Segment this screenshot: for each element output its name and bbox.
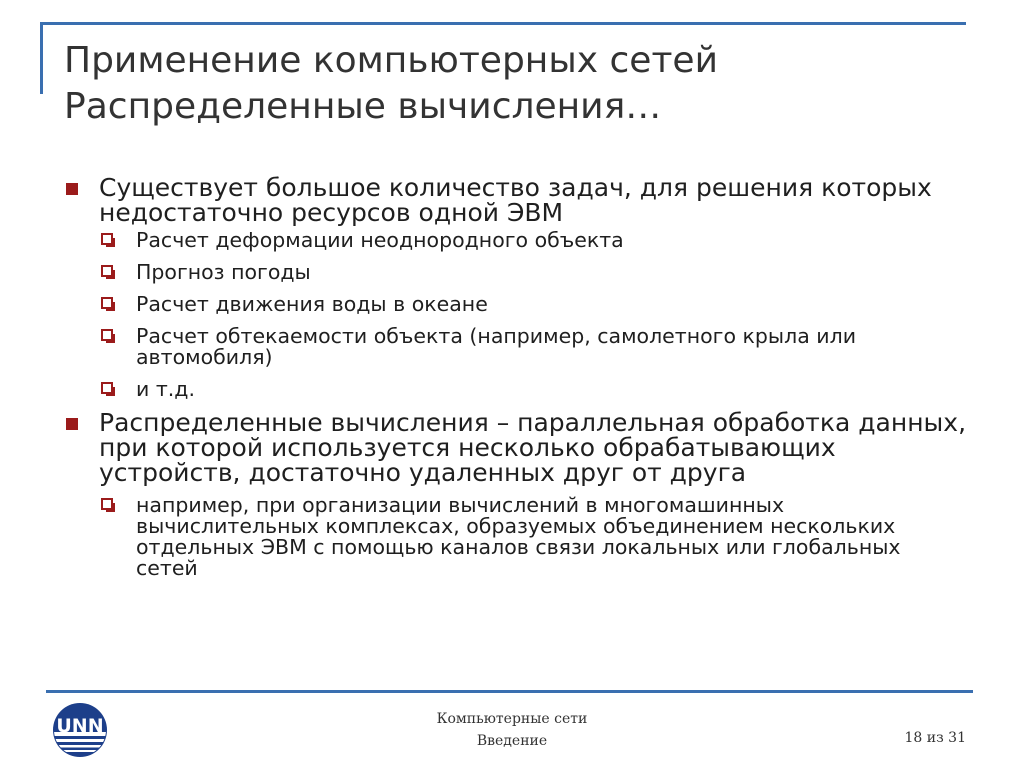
sub-bullet-text: Расчет деформации неоднородного объекта: [136, 228, 624, 252]
sub-bullet-item: [101, 262, 964, 283]
sub-bullet-item: [101, 230, 964, 251]
footer-course-info: [412, 708, 612, 752]
university-logo-icon: [50, 702, 110, 758]
slide-title: [64, 38, 964, 130]
bullet-text: Существует большое количество задач, для решения которых недостаточно ресурсов одной ЭВМ: [99, 173, 932, 227]
sub-bullet-item: [101, 294, 964, 315]
sub-bullet-text: Расчет движения воды в океане: [136, 292, 488, 316]
checkbox-bullet-icon: [101, 265, 113, 277]
sub-bullet-text: и т.д.: [136, 377, 195, 401]
sub-bullet-item: [101, 379, 964, 400]
bullet-item-2: [64, 410, 969, 485]
footer-section: Введение: [476, 733, 548, 749]
page-number: 18 из 31: [904, 730, 966, 746]
slide-content: [64, 173, 967, 580]
checkbox-bullet-icon: [101, 233, 113, 245]
square-bullet-icon: [66, 418, 78, 430]
footer-course: Компьютерные сети: [436, 711, 588, 727]
title-frame-left-line: [40, 22, 43, 94]
square-bullet-icon: [66, 183, 78, 195]
slide-title-line-2: Распределенные вычисления…: [64, 86, 662, 127]
title-frame-top-line: [40, 22, 966, 25]
svg-text:UNN: UNN: [56, 715, 104, 737]
checkbox-bullet-icon: [101, 297, 113, 309]
sub-bullet-item: [101, 495, 926, 579]
sub-bullet-text: например, при организации вычислений в многомашинных вычислительных комплексах, образуемых объединением нескольких отдельных ЭВМ с помощью каналов связи локальных или глобальных сетей: [136, 493, 901, 580]
bullet-text: Распределенные вычисления – параллельная обработка данных, при которой используется несколько обрабатывающих устройств, достаточно удаленных друг от друга: [99, 408, 967, 487]
bullet-item-1: [64, 175, 939, 225]
checkbox-bullet-icon: [101, 329, 113, 341]
checkbox-bullet-icon: [101, 382, 113, 394]
footer-divider: [46, 690, 973, 693]
sub-bullet-text: Прогноз погоды: [136, 260, 311, 284]
checkbox-bullet-icon: [101, 498, 113, 510]
slide-title-line-1: Применение компьютерных сетей: [64, 40, 718, 81]
sub-bullet-text: Расчет обтекаемости объекта (например, самолетного крыла или автомобиля): [136, 324, 857, 369]
sub-bullet-item: [101, 326, 936, 368]
